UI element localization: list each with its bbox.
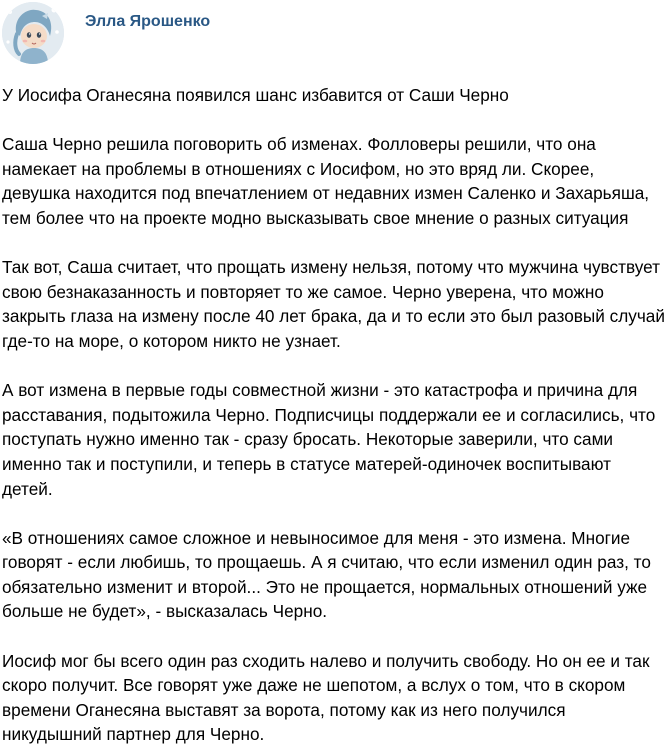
- post-quote-paragraph: «В отношениях самое сложное и невыносимое для меня - это измена. Многие говорят - если любишь, то прощаешь. А я считаю, что если изменил один раз, то обязательно изменит и второй... Это не прощается, нормальных отношений уже больше не будет», - высказалась Черно.: [2, 527, 651, 622]
- author-avatar[interactable]: [2, 2, 64, 64]
- post-paragraph: Иосиф мог бы всего один раз сходить налево и получить свободу. Но он ее и так скоро получит. Все говорят уже даже не шепотом, а вслух о том, что в скором времени Оганесяна выставят за ворота, потому как из него получился никудышний партнер для Черно.: [2, 650, 650, 745]
- cartoon-girl-avatar-icon: [2, 2, 64, 64]
- post-paragraph: Так вот, Саша считает, что прощать измену нельзя, потому что мужчина чувствует свою безнаказанность и повторяет то же самое. Черно уверена, что можно закрыть глаза на измену после 40 лет брака, да и то если это был разовый случай где-то на море, о котором никто не узнает.: [2, 257, 665, 351]
- author-name-link[interactable]: Элла Ярошенко: [85, 13, 211, 30]
- post-paragraph: Саша Черно решила поговорить об изменах. Фолловеры решили, что она намекает на проблемы в отношениях с Иосифом, но это вряд ли. Скорее, девушка находится под впечатлением от недавних измен Саленко и Захарьяша, тем более что на проекте модно высказывать свое мнение о разных ситуация: [2, 134, 650, 228]
- post-paragraph: А вот измена в первые годы совместной жизни - это катастрофа и причина для расставания, подытожила Черно. Подписчицы поддержали ее и согласились, что поступать нужно именно так - сразу бросать. Некоторые заверили, что сами именно так и поступили, и теперь в статусе матерей-одиночек воспитывают детей.: [2, 380, 656, 499]
- post-header: [0, 0, 670, 70]
- post-title: У Иосифа Оганесяна появился шанс избавится от Саши Черно: [2, 85, 509, 105]
- post-body: [2, 83, 666, 747]
